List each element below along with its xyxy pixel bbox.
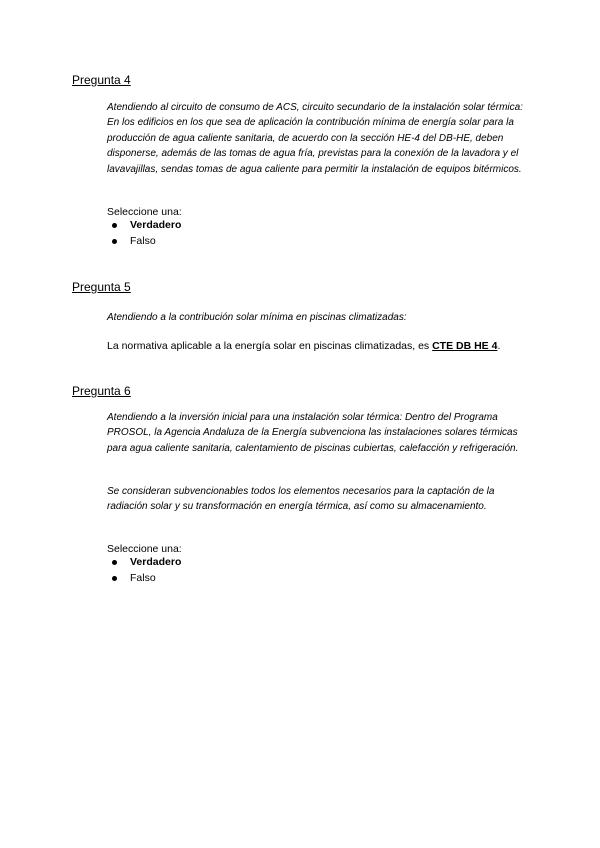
option-verdadero [112, 218, 181, 234]
option-falso [112, 571, 181, 587]
option-verdadero [112, 555, 181, 571]
answer-prefix: La normativa aplicable a la energía solar en piscinas climatizadas, es [107, 340, 433, 352]
question-6-prompt-1: Atendiendo a la inversión inicial para una instalación solar térmica: Dentro del Programa PROSOL, la Agencia Andaluza de la Energía subvenciona las instalaciones solares térmicas para agua caliente sanitaria, calentamiento de piscinas cubiertas, calefacción y refrigeración. [107, 412, 519, 454]
bullet-icon [112, 576, 117, 581]
option-label: Falso [130, 234, 156, 247]
bullet-icon [112, 560, 117, 565]
question-6-options [112, 555, 181, 586]
bullet-icon [112, 239, 117, 244]
question-4-select-label: Seleccione una: [107, 206, 182, 218]
question-4-options [112, 218, 181, 249]
question-6-prompt-2: Se consideran subvencionables todos los elementos necesarios para la captación de la radiación solar y su transformación en energía térmica, así como su almacenamiento. [107, 486, 495, 513]
option-label: Verdadero [130, 556, 182, 568]
bullet-icon [112, 223, 117, 228]
question-5-heading: Pregunta 5 [72, 280, 131, 294]
question-6-heading: Pregunta 6 [72, 384, 131, 398]
answer-suffix: . [497, 340, 501, 352]
question-4-heading: Pregunta 4 [72, 73, 131, 87]
question-5-answer [107, 339, 500, 353]
question-6-select-label: Seleccione una: [107, 543, 182, 555]
option-label: Verdadero [130, 219, 182, 231]
answer-highlight: CTE DB HE 4 [432, 340, 498, 352]
question-5-prompt: Atendiendo a la contribución solar mínima en piscinas climatizadas: [107, 312, 407, 323]
option-falso [112, 234, 181, 250]
question-4-prompt: Atendiendo al circuito de consumo de ACS, circuito secundario de la instalación solar térmica: En los edificios en los que sea de aplicación la contribución mínima de energía solar para la producción de agua caliente sanitaria, de acuerdo con la sección HE-4 del DB-HE, deben disponerse, además de las tomas de agua fría, previstas para la conexión de la lavadora y el lavavajillas, sendas tomas de agua caliente para permitir la instalación de equipos bitérmicos. [107, 102, 523, 175]
option-label: Falso [130, 571, 156, 584]
